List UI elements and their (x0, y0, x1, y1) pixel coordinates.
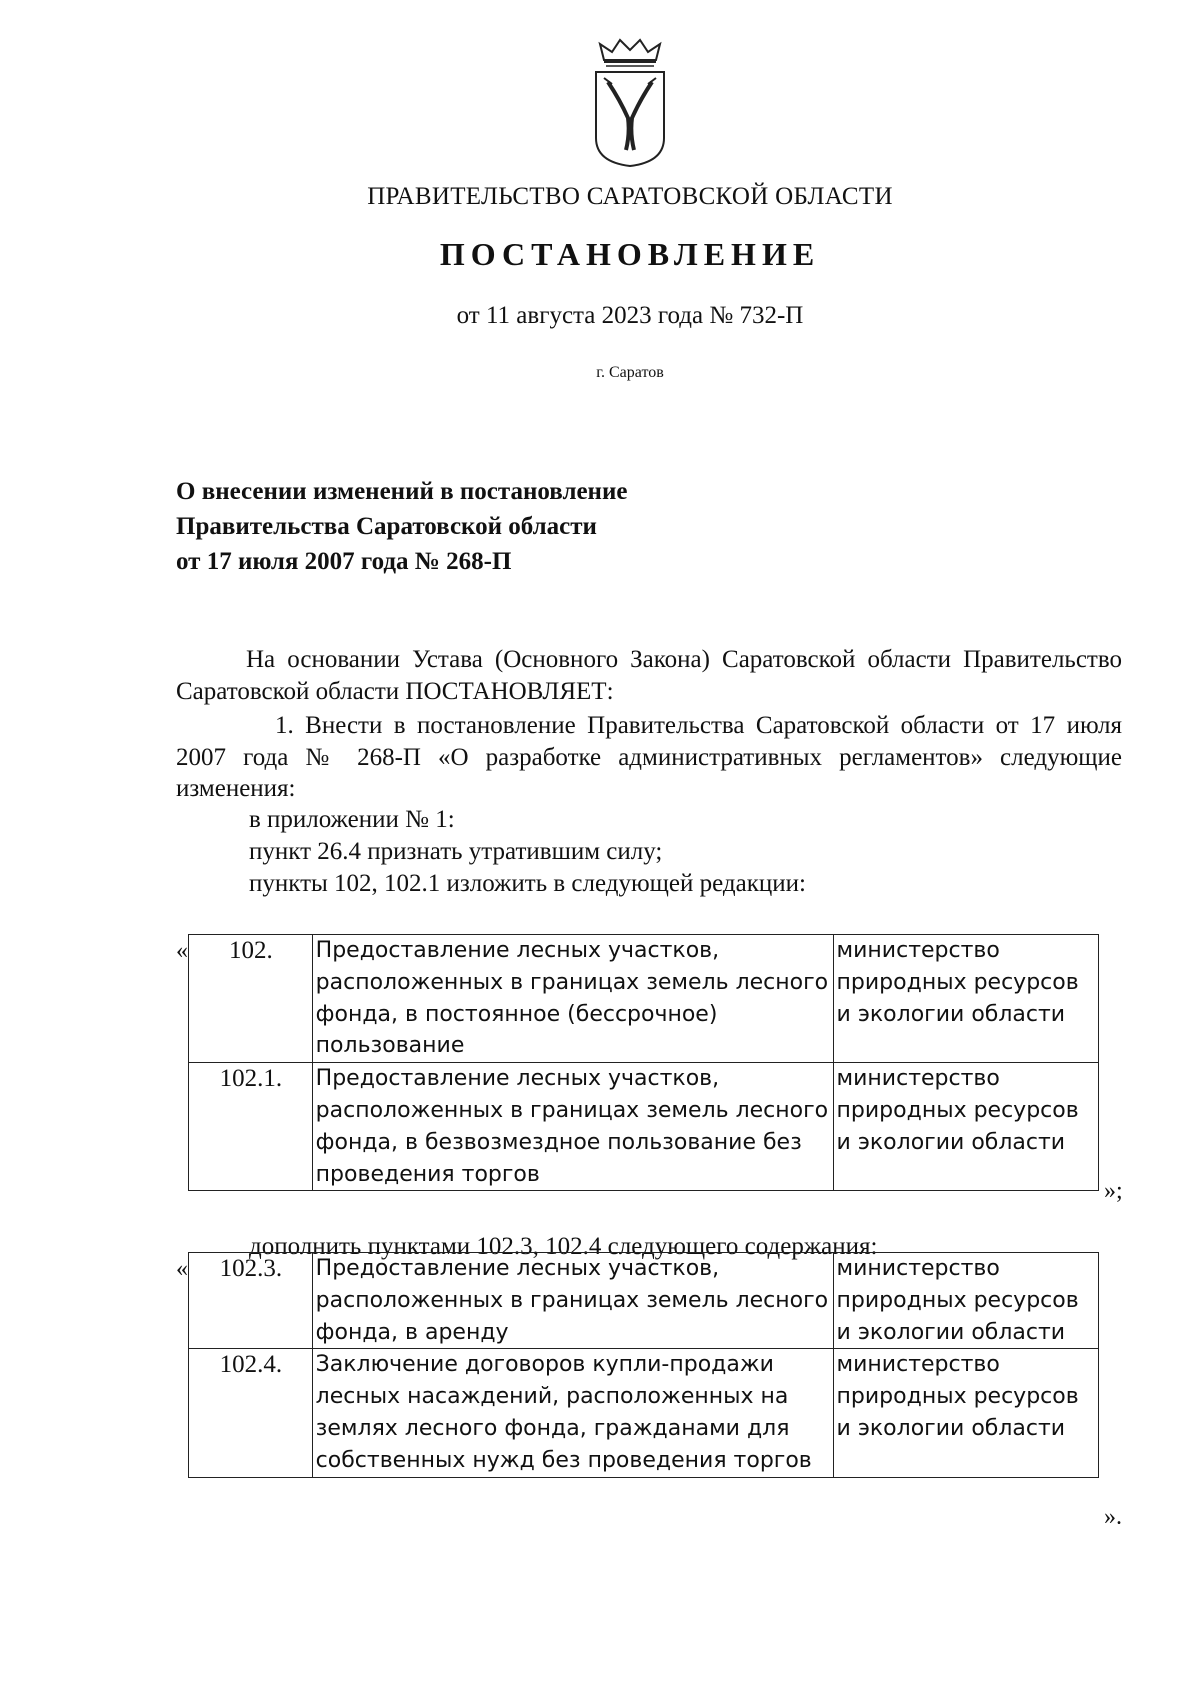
close-quote-1: »; (1104, 1178, 1123, 1204)
appendix-line: в приложении № 1: (249, 806, 455, 833)
regulations-table-1 (188, 934, 1099, 1191)
government-name: ПРАВИТЕЛЬСТВО САРАТОВСКОЙ ОБЛАСТИ (367, 183, 893, 210)
item-authority: министерство природных ресурсов и экологии области (833, 1063, 1098, 1191)
subject-line-3: от 17 июля 2007 года № 268-П (176, 548, 512, 575)
regulations-table-2 (188, 1252, 1099, 1478)
table-row (189, 1253, 1099, 1349)
document-subject (176, 474, 627, 579)
item-number: 102.4. (189, 1349, 313, 1477)
saratov-coat-of-arms-icon (590, 38, 670, 168)
repeal-line: пункт 26.4 признать утратившим силу; (249, 838, 663, 865)
document-type-title: ПОСТАНОВЛЕНИЕ (439, 236, 821, 272)
item-1-paragraph: 1. Внести в постановление Правительства Саратовской области от 17 июля 2007 года № 268-П «О разработке административных регламентов» следующие изменения: (176, 712, 1122, 802)
intro-paragraph: На основании Устава (Основного Закона) Саратовской области Правительство Саратовской области ПОСТАНОВЛЯЕТ: (176, 646, 1122, 705)
subject-line-1: О внесении изменений в постановление (176, 478, 628, 505)
supplement-line: дополнить пунктами 102.3, 102.4 следующего содержания: (249, 1233, 878, 1260)
item-description: Предоставление лесных участков, расположенных в границах земель лесного фонда, в аренду (312, 1253, 833, 1349)
restate-line: пункты 102, 102.1 изложить в следующей редакции: (249, 870, 806, 897)
table-row (189, 1063, 1099, 1191)
document-date-number: от 11 августа 2023 года № 732-П (456, 302, 804, 329)
item-description: Предоставление лесных участков, расположенных в границах земель лесного фонда, в безвозмездное пользование без проведения торгов (312, 1063, 833, 1191)
close-quote-2: ». (1104, 1504, 1122, 1530)
item-number: 102.1. (189, 1063, 313, 1191)
item-authority: министерство природных ресурсов и экологии области (833, 1349, 1098, 1477)
open-quote-1: « (176, 938, 188, 964)
item-description: Заключение договоров купли-продажи лесных насаждений, расположенных на землях лесного фонда, гражданами для собственных нужд без проведения торгов (312, 1349, 833, 1477)
open-quote-2: « (176, 1256, 188, 1282)
item-number: 102. (189, 935, 313, 1063)
item-authority: министерство природных ресурсов и экологии области (833, 935, 1098, 1063)
item-authority: министерство природных ресурсов и экологии области (833, 1253, 1098, 1349)
document-city: г. Саратов (596, 364, 664, 381)
subject-line-2: Правительства Саратовской области (176, 513, 597, 540)
table-row (189, 1349, 1099, 1477)
item-number: 102.3. (189, 1253, 313, 1349)
item-description: Предоставление лесных участков, расположенных в границах земель лесного фонда, в постоянное (бессрочное) пользование (312, 935, 833, 1063)
table-row (189, 935, 1099, 1063)
